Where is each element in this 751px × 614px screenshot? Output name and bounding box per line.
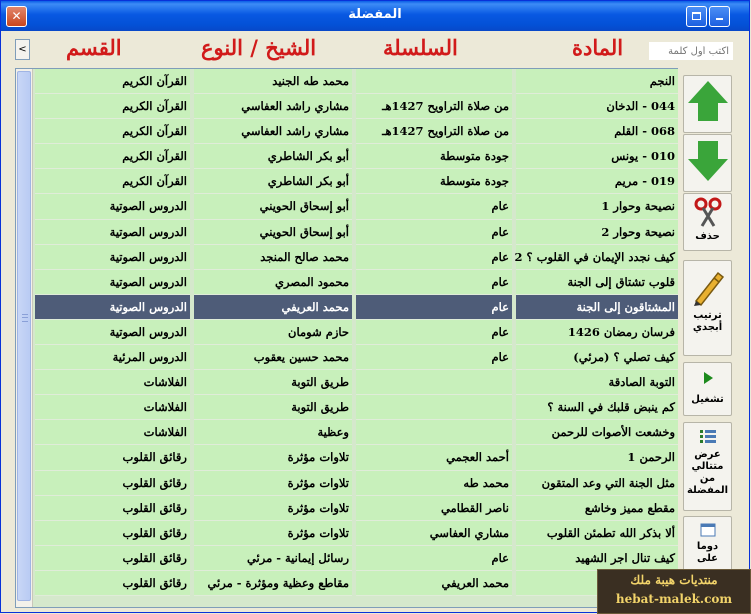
cell-sheikh[interactable]: طريق التوبة <box>194 370 352 395</box>
table-row[interactable] <box>33 345 678 370</box>
fav-label-line4: المفضلة <box>686 485 729 496</box>
cell-sheikh[interactable]: محمود المصري <box>194 270 352 295</box>
cell-series[interactable]: عام <box>356 320 512 345</box>
cell-series[interactable]: من صلاة التراويح 1427هـ <box>356 94 512 119</box>
cell-section[interactable]: رقائق القلوب <box>35 445 190 470</box>
cell-section[interactable]: الدروس الصوتية <box>35 270 190 295</box>
cell-series[interactable]: عام <box>356 220 512 245</box>
column-header-section[interactable]: القسم <box>66 35 122 60</box>
cell-matter[interactable]: مثل الجنة التي وعد المتقون <box>516 471 678 496</box>
scroll-thumb[interactable] <box>17 71 31 601</box>
cell-matter[interactable]: كيف تنال اجر الشهيد <box>516 546 678 571</box>
table-row[interactable] <box>33 320 678 345</box>
cell-matter[interactable]: ألا بذكر الله تطمئن القلوب <box>516 521 678 546</box>
cell-matter[interactable]: وخشعت الأصوات للرحمن <box>516 420 678 445</box>
table-row[interactable] <box>33 496 678 521</box>
arrow-up-icon <box>688 81 728 103</box>
minimize-icon <box>716 18 723 20</box>
table-rows <box>33 69 678 596</box>
cell-sheikh[interactable]: تلاوات مؤثرة <box>194 471 352 496</box>
cell-series[interactable] <box>356 420 512 445</box>
fav-label-line2: متتالي <box>691 461 724 472</box>
cell-section[interactable]: الدروس الصوتية <box>35 194 190 219</box>
cell-section[interactable]: رقائق القلوب <box>35 546 190 571</box>
table-row[interactable] <box>33 194 678 219</box>
cell-sheikh[interactable]: رسائل إيمانية - مرئي <box>194 546 352 571</box>
cell-series[interactable] <box>356 370 512 395</box>
table-row[interactable] <box>33 69 678 94</box>
always-on-top-button[interactable] <box>683 516 732 576</box>
window-title: المفضلة <box>348 7 402 22</box>
title-bar[interactable] <box>1 1 749 31</box>
fav-label-line1: عرض <box>694 449 721 460</box>
cell-series[interactable] <box>356 69 512 94</box>
table-row[interactable] <box>33 546 678 571</box>
arrow-up-stem <box>698 103 718 121</box>
cell-section[interactable]: القرآن الكريم <box>35 144 190 169</box>
cell-section[interactable]: رقائق القلوب <box>35 496 190 521</box>
cell-sheikh[interactable]: مشاري راشد العفاسي <box>194 119 352 144</box>
cell-sheikh[interactable]: حازم شومان <box>194 320 352 345</box>
cell-matter[interactable]: مقطع مميز وخاشع <box>516 496 678 521</box>
table-row[interactable] <box>33 471 678 496</box>
cell-sheikh[interactable]: وعظية <box>194 420 352 445</box>
cell-matter[interactable]: كم ينبض قلبك في السنة ؟ <box>516 395 678 420</box>
cell-series[interactable]: ناصر القطامي <box>356 496 512 521</box>
cell-matter[interactable]: 044 - الدخان <box>516 94 678 119</box>
sort-label-line2: أبجدي <box>692 322 723 333</box>
cell-section[interactable]: الدروس الصوتية <box>35 245 190 270</box>
cell-section[interactable]: القرآن الكريم <box>35 169 190 194</box>
cell-matter[interactable]: التوبة الصادقة <box>516 370 678 395</box>
cell-sheikh[interactable]: محمد العريفي <box>194 295 352 320</box>
cell-sheikh[interactable]: أبو بكر الشاطري <box>194 169 352 194</box>
cell-section[interactable]: رقائق القلوب <box>35 471 190 496</box>
cell-matter[interactable]: 010 - يونس <box>516 144 678 169</box>
table-row[interactable] <box>33 220 678 245</box>
forum-watermark <box>597 569 751 614</box>
cell-sheikh[interactable]: أبو إسحاق الحويني <box>194 220 352 245</box>
cell-series[interactable]: من صلاة التراويح 1427هـ <box>356 119 512 144</box>
delete-button[interactable] <box>683 193 732 251</box>
cell-matter[interactable]: 019 - مريم <box>516 169 678 194</box>
cell-section[interactable]: الفلاشات <box>35 370 190 395</box>
maximize-button[interactable] <box>686 6 707 27</box>
cell-sheikh[interactable]: مشاري راشد العفاسي <box>194 94 352 119</box>
list-icon <box>699 428 717 446</box>
always-label-line2: على <box>696 553 719 564</box>
cell-series[interactable]: أحمد العجمي <box>356 445 512 470</box>
cell-sheikh[interactable]: تلاوات مؤثرة <box>194 445 352 470</box>
table-row[interactable] <box>33 420 678 445</box>
column-header-sheikh-type[interactable]: الشيخ / النوع <box>201 35 317 60</box>
arrow-down-icon <box>688 159 728 181</box>
cell-sheikh[interactable]: أبو إسحاق الحويني <box>194 194 352 219</box>
play-label: تشغيل <box>691 394 724 405</box>
cell-series[interactable]: عام <box>356 270 512 295</box>
cell-matter[interactable]: الرحمن 1 <box>516 445 678 470</box>
table-row[interactable] <box>33 94 678 119</box>
cell-series[interactable]: محمد طه <box>356 471 512 496</box>
cell-section[interactable]: الفلاشات <box>35 395 190 420</box>
table-row[interactable] <box>33 445 678 470</box>
pencil-icon <box>690 267 726 307</box>
cell-series[interactable]: عام <box>356 295 512 320</box>
cell-matter[interactable]: فرسان رمضان 1426 <box>516 320 678 345</box>
sort-alphabetical-button[interactable] <box>683 260 732 356</box>
cell-series[interactable]: محمد العريفي <box>356 571 512 596</box>
table-row[interactable] <box>33 370 678 395</box>
table-row[interactable] <box>33 169 678 194</box>
table-row[interactable] <box>33 295 678 320</box>
scissors-icon <box>693 196 723 228</box>
move-down-button[interactable] <box>683 134 732 192</box>
arrow-down-stem <box>698 141 718 159</box>
move-up-button[interactable] <box>683 75 732 133</box>
table-row[interactable] <box>33 395 678 420</box>
close-icon: ✕ <box>11 9 22 23</box>
cell-series[interactable]: جودة متوسطة <box>356 169 512 194</box>
cell-series[interactable]: جودة متوسطة <box>356 144 512 169</box>
cell-matter[interactable]: كيف نجدد الإيمان في القلوب ؟ 2 <box>516 245 678 270</box>
search-input[interactable] <box>649 42 733 60</box>
cell-sheikh[interactable]: محمد طه الجنيد <box>194 69 352 94</box>
cell-section[interactable]: الفلاشات <box>35 420 190 445</box>
cell-sheikh[interactable]: محمد صالح المنجد <box>194 245 352 270</box>
column-header-series[interactable]: السلسلة <box>383 35 458 60</box>
vertical-scrollbar[interactable] <box>16 69 33 607</box>
cell-section[interactable]: رقائق القلوب <box>35 521 190 546</box>
cell-sheikh[interactable]: تلاوات مؤثرة <box>194 521 352 546</box>
cell-section[interactable]: الدروس الصوتية <box>35 320 190 345</box>
cell-matter[interactable]: النجم <box>516 69 678 94</box>
column-header-matter[interactable]: المادة <box>572 35 624 60</box>
cell-matter[interactable]: قلوب تشتاق إلى الجنة <box>516 270 678 295</box>
minimize-button[interactable] <box>709 6 730 27</box>
cell-matter[interactable]: المشتاقون إلى الجنة <box>516 295 678 320</box>
cell-section[interactable]: القرآن الكريم <box>35 119 190 144</box>
scroll-grip-icon <box>22 314 28 322</box>
table-row[interactable] <box>33 144 678 169</box>
cell-matter[interactable]: كيف تصلي ؟ (مرئي) <box>516 345 678 370</box>
sort-label-line1: ترتيب <box>693 310 722 321</box>
delete-label: حذف <box>695 231 720 242</box>
cell-matter[interactable]: نصيحة وحوار 1 <box>516 194 678 219</box>
cell-section[interactable]: القرآن الكريم <box>35 69 190 94</box>
cell-series[interactable]: عام <box>356 546 512 571</box>
cell-series[interactable]: عام <box>356 345 512 370</box>
table-row[interactable] <box>33 270 678 295</box>
cell-section[interactable]: القرآن الكريم <box>35 94 190 119</box>
cell-matter[interactable]: نصيحة وحوار 2 <box>516 220 678 245</box>
play-favorites-sequential-button[interactable] <box>683 422 732 511</box>
back-button[interactable]: < <box>15 39 30 60</box>
always-label-line1: دوما <box>696 541 719 552</box>
cell-sheikh[interactable]: تلاوات مؤثرة <box>194 496 352 521</box>
table-row[interactable] <box>33 521 678 546</box>
cell-sheikh[interactable]: مقاطع وعظية ومؤثرة - مرئي <box>194 571 352 596</box>
cell-series[interactable]: عام <box>356 245 512 270</box>
table-row[interactable] <box>33 245 678 270</box>
maximize-icon <box>692 12 701 20</box>
cell-matter[interactable]: 068 - القلم <box>516 119 678 144</box>
cell-series[interactable] <box>356 395 512 420</box>
cell-series[interactable]: عام <box>356 194 512 219</box>
play-button[interactable] <box>683 362 732 416</box>
watermark-url: hebat-malek.com <box>615 592 733 606</box>
pin-window-icon <box>700 522 716 538</box>
table-row[interactable] <box>33 571 678 596</box>
favorites-table <box>15 68 678 608</box>
cell-sheikh[interactable]: محمد حسين يعقوب <box>194 345 352 370</box>
cell-series[interactable]: مشاري العفاسي <box>356 521 512 546</box>
cell-section[interactable]: الدروس الصوتية <box>35 295 190 320</box>
cell-section[interactable]: الدروس المرئية <box>35 345 190 370</box>
play-icon <box>701 371 715 385</box>
fav-label-line3: من <box>699 473 716 484</box>
cell-sheikh[interactable]: أبو بكر الشاطري <box>194 144 352 169</box>
table-row[interactable] <box>33 119 678 144</box>
cell-section[interactable]: رقائق القلوب <box>35 571 190 596</box>
cell-sheikh[interactable]: طريق التوبة <box>194 395 352 420</box>
cell-section[interactable]: الدروس الصوتية <box>35 220 190 245</box>
watermark-name: منتديات هيبة ملك <box>630 573 718 587</box>
